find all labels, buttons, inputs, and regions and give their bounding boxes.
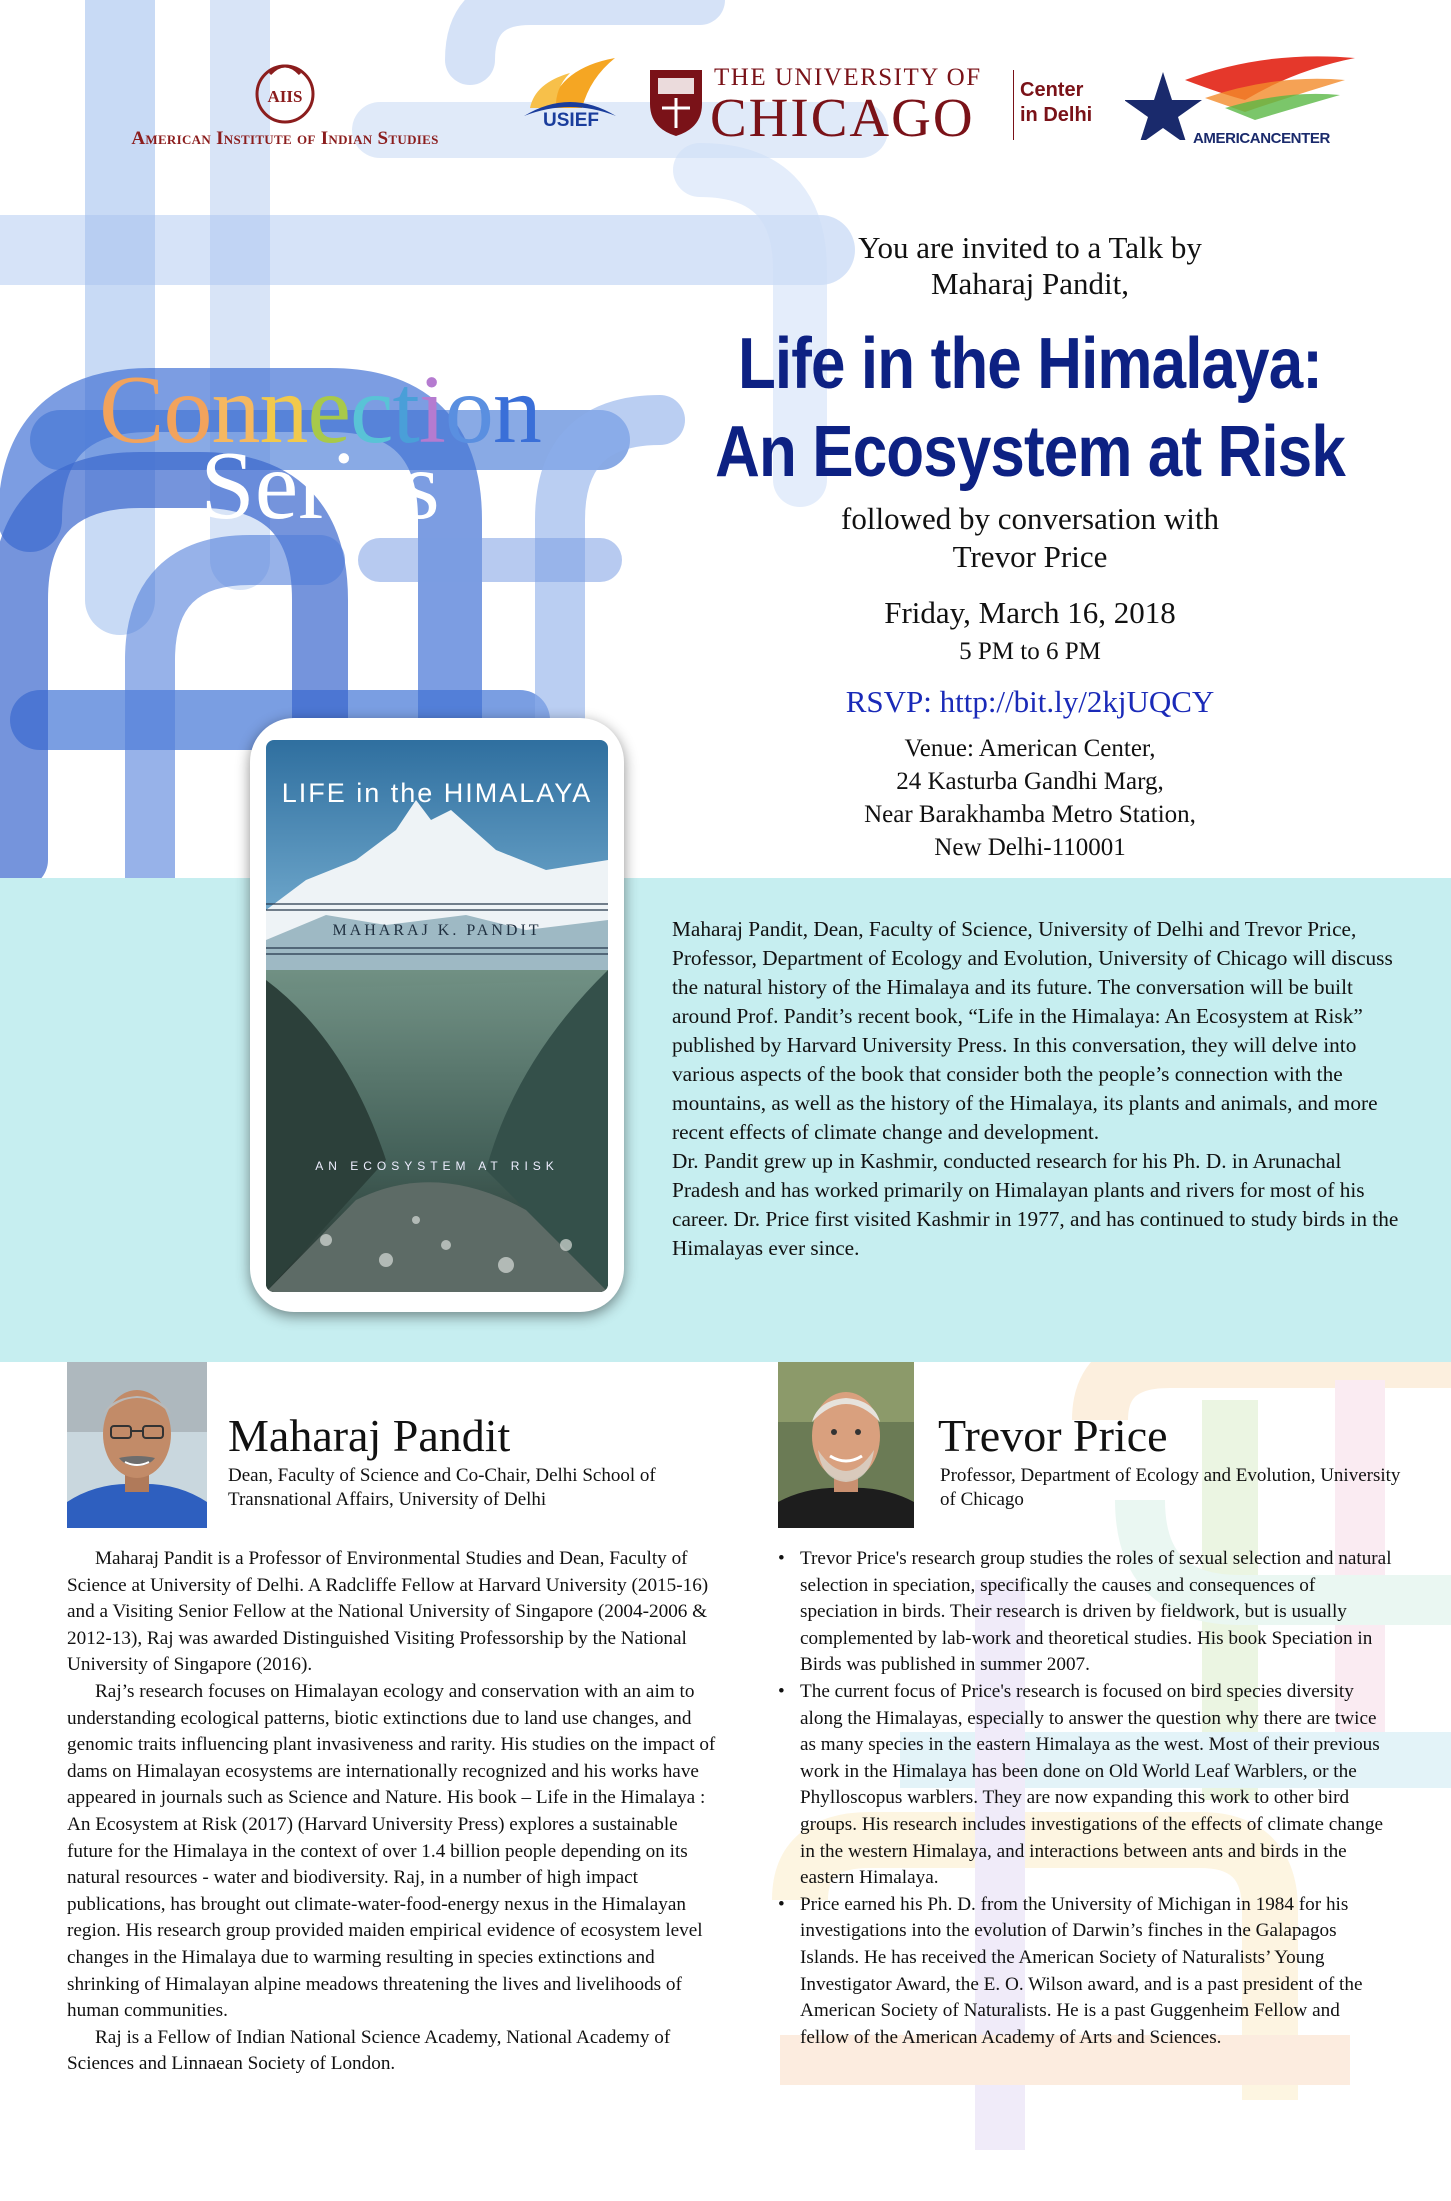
portrait-image xyxy=(67,1362,207,1528)
price-biography xyxy=(778,1546,1393,2051)
bio-bullet-text: The current focus of Price's research is focused on bird species diversity along the Himalayas, especially to answer the question why there are twice as many species in the eastern Himalaya as the west. Most of their previous work in the Himalaya has been done on Old World Leaf Warblers, or the Phylloscopus warblers. They are now expanding this work to other bird groups. His research includes investigations of the effects of climate change in the western Himalaya, and interactions between ants and birds in the eastern Himalaya. xyxy=(800,1680,1384,1889)
venue-line: 24 Kasturba Gandhi Marg, xyxy=(896,768,1164,795)
bullet-icon: • xyxy=(778,1548,785,1569)
bio-paragraph: Raj is a Fellow of Indian National Science Academy, National Academy of Sciences and Linnaean Society of London. xyxy=(67,2026,671,2075)
book-cover xyxy=(266,740,608,1292)
event-time: 5 PM to 6 PM xyxy=(959,638,1101,665)
uchicago-line2: CHICAGO xyxy=(710,87,975,148)
uchicago-shield-icon xyxy=(648,68,704,138)
connection-letter: o xyxy=(163,356,212,464)
followed-line-1: followed by conversation with xyxy=(841,501,1219,536)
aiis-name: American Institute of Indian Studies xyxy=(131,128,439,149)
connection-letter: n xyxy=(211,356,260,464)
american-center-logo xyxy=(1125,50,1365,160)
uchicago-center-label xyxy=(1020,78,1092,128)
invite-line-1: You are invited to a Talk by xyxy=(858,230,1202,265)
followed-line-2: Trevor Price xyxy=(952,539,1108,574)
trevor-price-photo xyxy=(778,1362,914,1528)
invite-line-2: Maharaj Pandit, xyxy=(930,266,1129,301)
venue-line: New Delhi-110001 xyxy=(934,834,1126,861)
mountain-landscape-image xyxy=(266,740,608,1292)
american-center-name: AMERICANCENTER xyxy=(1193,130,1330,147)
connection-letter: e xyxy=(307,356,350,464)
followed-by-text xyxy=(660,500,1400,576)
description-paragraph: Dr. Pandit grew up in Kashmir, conducted research for his Ph. D. in Arunachal Pradesh and has worked primarily on Himalayan plants and rivers for most of his career. Dr. Price first visited Kashmir in 1977, and has continued to study birds in the Himalayas ever since. xyxy=(672,1149,1399,1260)
uchicago-divider xyxy=(1013,70,1014,140)
talk-title-line-2: An Ecosystem at Risk xyxy=(715,412,1345,492)
uchicago-center-line2: in Delhi xyxy=(1020,104,1093,126)
uchicago-logo xyxy=(648,60,1118,150)
connection-letter: i xyxy=(418,356,445,464)
bio-bullet-item xyxy=(778,1892,1393,2052)
talk-title xyxy=(712,320,1348,496)
event-description xyxy=(672,915,1402,1263)
aiis-mark: AIIS xyxy=(267,87,303,106)
bio-paragraph: Maharaj Pandit is a Professor of Environmental Studies and Dean, Faculty of Science at University of Delhi. A Radcliffe Fellow at Harvard University (2015-16) and a Visiting Senior Fellow at the National University of Singapore (2004-2006 & 2012-13), Raj was awarded Distinguished Visiting Professorship by the National University of Singapore (2016). xyxy=(67,1548,709,1676)
connection-letter: o xyxy=(444,356,493,464)
speaker-name-pandit: Maharaj Pandit xyxy=(228,1410,511,1461)
book-subtitle: AN ECOSYSTEM AT RISK xyxy=(315,1159,559,1173)
bio-bullet-item xyxy=(778,1679,1393,1892)
invitation-text xyxy=(660,230,1400,302)
connection-letter: C xyxy=(99,356,164,464)
usief-name: USIEF xyxy=(543,110,599,131)
speaker-title-price: Professor, Department of Ecology and Evolution, University of Chicago xyxy=(940,1465,1401,1510)
series-word: Series xyxy=(200,432,440,540)
event-date: Friday, March 16, 2018 xyxy=(884,595,1176,630)
venue-line: Venue: American Center, xyxy=(904,735,1156,762)
connection-letter: t xyxy=(392,356,419,464)
venue-line: Near Barakhamba Metro Station, xyxy=(864,801,1196,828)
bullet-icon: • xyxy=(778,1680,785,1702)
bio-bullet-text: Trevor Price's research group studies the roles of sexual selection and natural selection in speciation, specifically the causes and consequences of speciation in birds. Their research is driven by fieldwork, but is usually complemented by lab-work and theoretical studies. His book Speciation in Birds was published in summer 2007. xyxy=(800,1548,1392,1676)
book-title: LIFE in the HIMALAYA xyxy=(281,778,593,808)
bullet-icon: • xyxy=(778,1893,785,1915)
speaker-title-pandit: Dean, Faculty of Science and Co-Chair, Delhi School of Transnational Affairs, University of Delhi xyxy=(228,1465,656,1510)
connection-letter: c xyxy=(349,356,393,464)
maharaj-pandit-photo xyxy=(67,1362,207,1528)
bio-paragraph: Raj’s research focuses on Himalayan ecology and conservation with an aim to understanding ecological patterns, biotic extinctions due to land use changes, and genomic traits influencing plant invasiveness and rarity. His studies on the impact of dams on Himalayan ecosystems are internationally recognized and his works have appeared in journals such as Science and Nature. His book – Life in the Himalaya : An Ecosystem at Risk (2017) (Harvard University Press) explores a sustainable future for the Himalaya in the context of over 1.4 billion people depending on its natural resources - water and biodiversity. Raj, in a number of high impact publications, has brought out climate-water-food-energy nexus in the Himalayan region. His research group provided maiden empirical evidence of ecosystem level changes in the Himalaya due to warming resulting in species extinctions and shrinking of Himalayan alpine meadows threatening the lives and livelihoods of human communities. xyxy=(67,1680,716,2022)
pandit-biography xyxy=(67,1546,727,2078)
bio-bullet-text: Price earned his Ph. D. from the University of Michigan in 1984 for his investigations into the evolution of Darwin’s finches in the Galapagos Islands. He has received the American Society of Naturalists’ Young Investigator Award, the E. O. Wilson award, and is a past president of the American Society of Naturalists. He is a past Guggenheim Fellow and fellow of the American Academy of Arts and Sciences. xyxy=(800,1893,1363,2048)
rsvp-link[interactable]: RSVP: http://bit.ly/2kjUQCY xyxy=(845,684,1215,719)
speaker-name-price: Trevor Price xyxy=(938,1410,1168,1461)
venue-address xyxy=(660,732,1400,864)
uchicago-line1: THE UNIVERSITY OF xyxy=(714,64,982,91)
american-center-star-icon xyxy=(1125,50,1365,140)
portrait-image xyxy=(778,1362,914,1528)
connection-letter: n xyxy=(492,356,541,464)
bio-bullet-item xyxy=(778,1546,1393,1679)
bio-bullet-list xyxy=(778,1546,1393,2051)
aiis-emblem-icon xyxy=(70,60,500,126)
usief-flame-icon xyxy=(520,58,620,118)
talk-title-line-1: Life in the Himalaya: xyxy=(737,324,1323,404)
usief-logo xyxy=(520,58,620,150)
book-author: MAHARAJ K. PANDIT xyxy=(332,922,542,939)
uchicago-center-line1: Center xyxy=(1020,79,1084,101)
aiis-logo xyxy=(70,60,500,160)
book-cover-frame xyxy=(250,718,624,1312)
description-paragraph: Maharaj Pandit, Dean, Faculty of Science, University of Delhi and Trevor Price, Professor, Department of Ecology and Evolution, University of Chicago will discuss the natural history of the Himalaya and its future. The conversation will be built around Prof. Pandit’s recent book, “Life in the Himalaya: An Ecosystem at Risk” published by Harvard University Press. In this conversation, they will delve into various aspects of the book that consider both the people’s connection with the mountains, as well as the history of the Himalaya, its plants and animals, and more recent effects of climate change and development. xyxy=(672,917,1393,1144)
connection-letter: n xyxy=(259,356,308,464)
connection-series-title xyxy=(0,356,640,540)
